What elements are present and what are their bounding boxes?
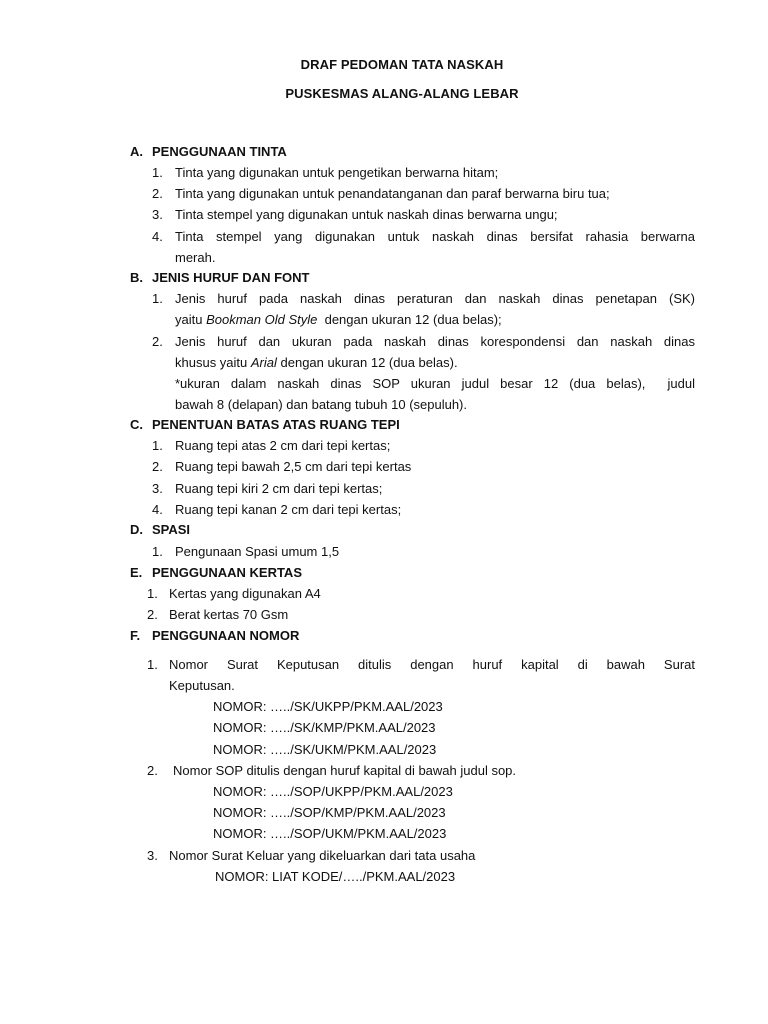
list-item-number: 2. [152, 459, 163, 474]
list-item-text: Ruang tepi kiri 2 cm dari tepi kertas; [175, 481, 383, 496]
list-item-text: Jenis huruf pada naskah dinas peraturan dan naskah dinas penetapan (SK) [175, 291, 695, 306]
list-item-text: Nomor Surat Keputusan ditulis dengan huruf kapital di bawah Surat [169, 657, 695, 672]
section-c-letter: C. [130, 417, 143, 432]
text-run: dengan ukuran 12 (dua belas). [276, 355, 458, 370]
list-item-text: Pengunaan Spasi umum 1,5 [175, 544, 340, 559]
section-b-title: JENIS HURUF DAN FONT [152, 270, 310, 285]
section-a-letter: A. [130, 144, 143, 159]
list-item-number: 1. [152, 165, 163, 180]
section-d-letter: D. [130, 522, 143, 537]
list-item-text: Tinta stempel yang digunakan untuk naskah dinas bersifat rahasia berwarna [175, 229, 695, 244]
section-e-letter: E. [130, 565, 143, 580]
document-title: DRAF PEDOMAN TATA NASKAH [300, 57, 504, 72]
list-item-number: 4. [152, 229, 163, 244]
list-item-text: Nomor SOP ditulis dengan huruf kapital di bawah judul sop. [173, 763, 517, 778]
section-d-heading [130, 522, 190, 538]
list-item-number: 1. [152, 544, 163, 559]
list-item-text: Nomor Surat Keluar yang dikeluarkan dari tata usaha [169, 848, 476, 863]
section-a-heading [130, 144, 287, 160]
list-item-number: 3. [147, 848, 158, 863]
nomor-code: NOMOR: …../SOP/UKM/PKM.AAL/2023 [213, 826, 447, 841]
note-text: *ukuran dalam naskah dinas SOP ukuran judul besar 12 (dua belas), judul [175, 376, 695, 391]
list-item-text-continued [175, 355, 458, 371]
list-item-number: 2. [147, 763, 158, 778]
list-item-text: Ruang tepi bawah 2,5 cm dari tepi kertas [175, 459, 412, 474]
list-item-text-continued [175, 312, 502, 328]
section-d-title: SPASI [152, 522, 191, 537]
list-item-number: 2. [152, 334, 163, 349]
section-f-heading [130, 628, 299, 644]
list-item-number: 1. [147, 657, 158, 672]
list-item-number: 1. [152, 438, 163, 453]
section-b-heading [130, 270, 309, 286]
text-run: yaitu [175, 312, 207, 327]
list-item-text: Tinta yang digunakan untuk penandatanganan dan paraf berwarna biru tua; [175, 186, 610, 201]
list-item-number: 2. [147, 607, 158, 622]
section-f-title: PENGGUNAAN NOMOR [152, 628, 300, 643]
section-e-title: PENGGUNAAN KERTAS [152, 565, 302, 580]
nomor-code: NOMOR: …../SOP/KMP/PKM.AAL/2023 [213, 805, 446, 820]
font-name-italic: Arial [250, 355, 277, 370]
nomor-code: NOMOR: …../SK/UKPP/PKM.AAL/2023 [213, 699, 443, 714]
section-b-letter: B. [130, 270, 143, 285]
document-subtitle: PUSKESMAS ALANG-ALANG LEBAR [285, 86, 519, 101]
font-name-italic: Bookman Old Style [206, 312, 318, 327]
list-item-number: 4. [152, 502, 163, 517]
list-item-text: Jenis huruf dan ukuran pada naskah dinas korespondensi dan naskah dinas [175, 334, 695, 349]
note-text-continued: bawah 8 (delapan) dan batang tubuh 10 (sepuluh). [175, 397, 467, 412]
list-item-number: 1. [147, 586, 158, 601]
list-item-text: Tinta stempel yang digunakan untuk naskah dinas berwarna ungu; [175, 207, 558, 222]
list-item-number: 2. [152, 186, 163, 201]
list-item-number: 3. [152, 481, 163, 496]
text-run: dengan ukuran 12 (dua belas); [317, 312, 502, 327]
list-item-number: 1. [152, 291, 163, 306]
list-item-number: 3. [152, 207, 163, 222]
nomor-code: NOMOR: …../SK/KMP/PKM.AAL/2023 [213, 720, 436, 735]
list-item-text: Ruang tepi atas 2 cm dari tepi kertas; [175, 438, 391, 453]
section-c-title: PENENTUAN BATAS ATAS RUANG TEPI [152, 417, 400, 432]
list-item-text-continued: Keputusan. [169, 678, 235, 693]
nomor-code: NOMOR: …../SOP/UKPP/PKM.AAL/2023 [213, 784, 453, 799]
section-e-heading [130, 565, 302, 581]
section-a-title: PENGGUNAAN TINTA [152, 144, 287, 159]
text-run: khusus yaitu [175, 355, 251, 370]
list-item-text: Tinta yang digunakan untuk pengetikan berwarna hitam; [175, 165, 499, 180]
list-item-text: Ruang tepi kanan 2 cm dari tepi kertas; [175, 502, 402, 517]
list-item-text: Berat kertas 70 Gsm [169, 607, 289, 622]
section-f-letter: F. [130, 628, 141, 643]
section-c-heading [130, 417, 400, 433]
list-item-text: Kertas yang digunakan A4 [169, 586, 321, 601]
nomor-code: NOMOR: …../SK/UKM/PKM.AAL/2023 [213, 742, 437, 757]
list-item-text-continued: merah. [175, 250, 216, 265]
nomor-code: NOMOR: LIAT KODE/…../PKM.AAL/2023 [215, 869, 456, 884]
